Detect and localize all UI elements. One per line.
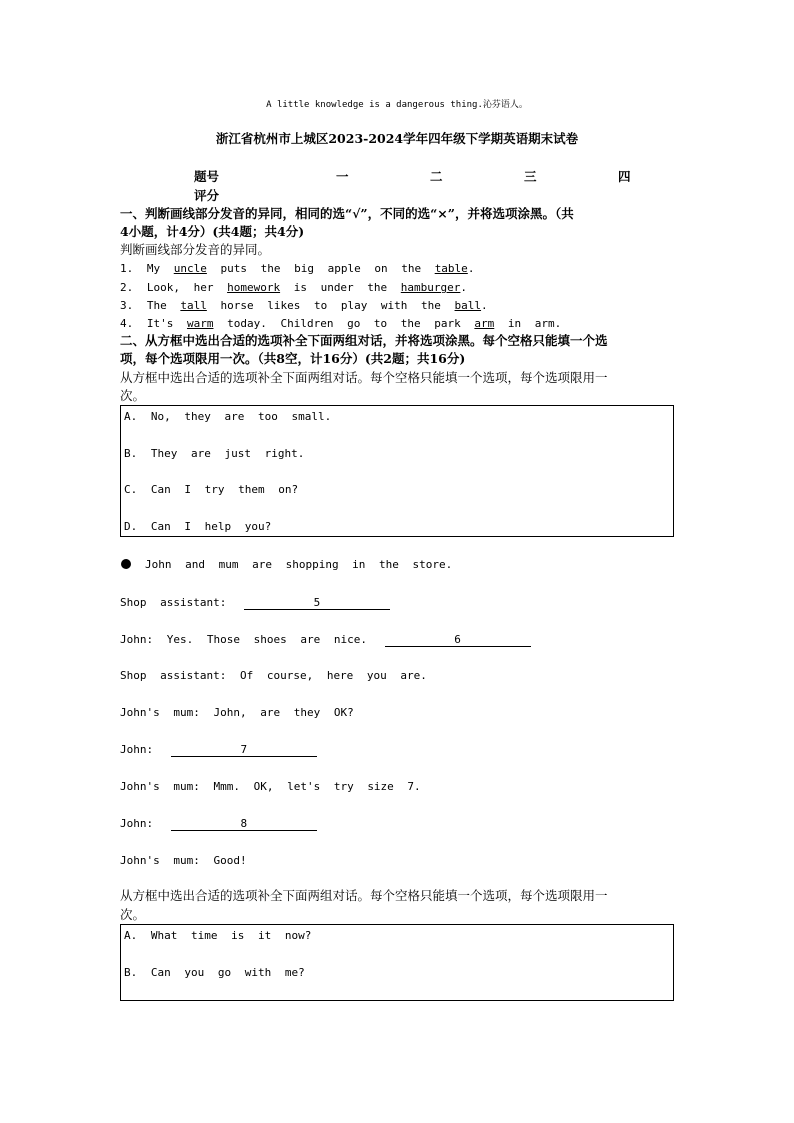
- underlined-word: tall: [180, 299, 207, 312]
- underlined-word: table: [434, 262, 468, 275]
- options-box-1: [120, 405, 674, 537]
- scene-text: John and mum are shopping in the store.: [145, 558, 453, 571]
- speaker: Shop assistant:: [120, 669, 227, 682]
- score-table-col-2: 二: [430, 169, 443, 184]
- dialogue-text: Good!: [213, 854, 247, 867]
- scene-line: [121, 558, 452, 571]
- question-text: 4. It's: [120, 317, 187, 330]
- question-text: .: [481, 299, 488, 312]
- page-title: 浙江省杭州市上城区2023-2024学年四年级下学期英语期末试卷: [215, 131, 579, 146]
- dialogue-line-6: [120, 780, 421, 793]
- option-a: A. What time is it now?: [124, 929, 312, 942]
- option-b: B. Can you go with me?: [124, 966, 305, 979]
- question-text: 3. The: [120, 299, 181, 312]
- underlined-word: arm: [474, 317, 495, 330]
- question-text: in arm.: [494, 317, 562, 330]
- underlined-word: homework: [227, 281, 281, 294]
- answer-blank-8[interactable]: 8: [171, 817, 317, 831]
- speaker: John's mum:: [120, 854, 200, 867]
- score-table-number-label: 题号: [194, 169, 220, 184]
- speaker: John:: [120, 743, 154, 756]
- speaker: John's mum:: [120, 706, 200, 719]
- section1-heading-line1: 一、判断画线部分发音的异同，相同的选“√”，不同的选“×”，并将选项涂黑。（共: [120, 206, 574, 221]
- dialogue-line-1: [120, 596, 390, 610]
- section1-instruction: 判断画线部分发音的异同。: [120, 242, 271, 257]
- dialogue-line-8: [120, 854, 247, 867]
- score-table-col-3: 三: [524, 169, 537, 184]
- dialogue-text: Mmm. OK, let's try size 7.: [213, 780, 421, 793]
- answer-blank-7[interactable]: 7: [171, 743, 317, 757]
- speaker: John's mum:: [120, 780, 200, 793]
- bullet-icon: [121, 559, 131, 569]
- underlined-word: ball: [454, 299, 482, 312]
- section2-heading-line2: 项，每个选项限用一次。（共8空，计16分）(共2题；共16分): [120, 351, 466, 366]
- question-text: 2. Look, her: [120, 281, 228, 294]
- question-text: is under the: [280, 281, 401, 294]
- option-d: D. Can I help you?: [124, 520, 272, 533]
- dialogue-line-7: [120, 817, 317, 831]
- dialogue-text: John, are they OK?: [213, 706, 354, 719]
- question-text: puts the big apple on the: [206, 262, 435, 275]
- question-1: [120, 262, 474, 275]
- section2-instruction2-line2: 次。: [120, 907, 146, 922]
- dialogue-line-4: [120, 706, 354, 719]
- option-c: C. Can I try them on?: [124, 483, 299, 496]
- underlined-word: hamburger: [400, 281, 461, 294]
- section2-heading-line1: 二、从方框中选出合适的选项补全下面两组对话，并将选项涂黑。每个空格只能填一个选: [120, 333, 608, 348]
- speaker: Shop assistant:: [120, 596, 227, 609]
- section2-instruction2-line1: 从方框中选出合适的选项补全下面两组对话。每个空格只能填一个选项，每个选项限用一: [120, 888, 608, 903]
- dialogue-text: Yes. Those shoes are nice.: [166, 633, 367, 646]
- dialogue-line-2: [120, 633, 531, 647]
- speaker: John:: [120, 817, 154, 830]
- section1-heading-line2: 4小题，计4分）(共4题；共4分): [120, 224, 305, 239]
- dialogue-line-5: [120, 743, 317, 757]
- dialogue-line-3: [120, 669, 427, 682]
- section2-instruction-line1: 从方框中选出合适的选项补全下面两组对话。每个空格只能填一个选项，每个选项限用一: [120, 370, 608, 385]
- question-text: 1. My: [120, 262, 174, 275]
- answer-blank-6[interactable]: 6: [385, 633, 531, 647]
- score-table-col-1: 一: [336, 169, 349, 184]
- motto: A little knowledge is a dangerous thing.沁芬语人。: [266, 100, 528, 110]
- question-2: [120, 281, 467, 294]
- option-b: B. They are just right.: [124, 447, 305, 460]
- dialogue-text: Of course, here you are.: [239, 669, 427, 682]
- question-3: [120, 299, 488, 312]
- answer-blank-5[interactable]: 5: [244, 596, 390, 610]
- underlined-word: warm: [186, 317, 214, 330]
- question-text: .: [467, 262, 475, 275]
- question-4: [120, 317, 561, 330]
- question-text: horse likes to play with the: [206, 299, 455, 312]
- score-table-score-label: 评分: [194, 188, 220, 203]
- score-table-col-4: 四: [618, 169, 631, 184]
- section2-instruction-line2: 次。: [120, 388, 146, 403]
- options-box-2: [120, 924, 674, 1001]
- question-text: .: [460, 281, 468, 294]
- option-a: A. No, they are too small.: [124, 410, 332, 423]
- question-text: today. Children go to the park: [213, 317, 475, 330]
- speaker: John:: [120, 633, 154, 646]
- underlined-word: uncle: [173, 262, 207, 275]
